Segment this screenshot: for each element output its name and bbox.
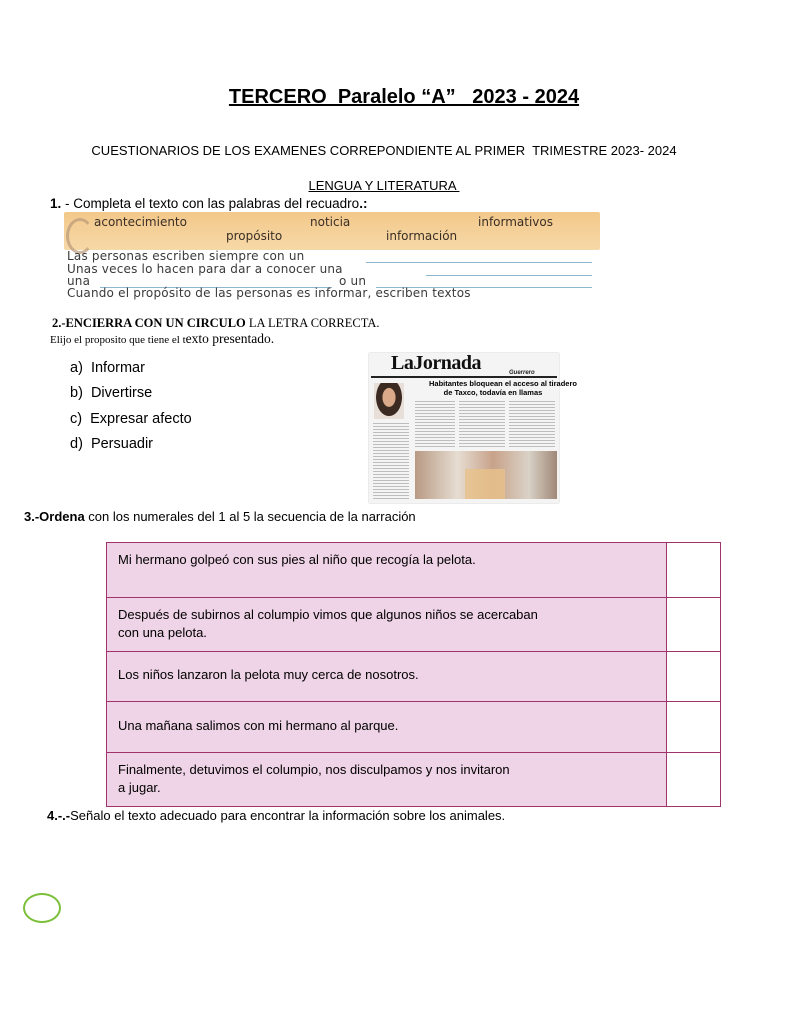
word-bank-item: información (386, 229, 458, 243)
number-box[interactable] (667, 543, 721, 598)
question-2-text: ENCIERRA CON UN CIRCULO (65, 316, 249, 330)
sequence-table (106, 542, 721, 807)
subject-heading: LENGUA Y LITERATURA (308, 178, 460, 193)
question-2 (52, 316, 380, 331)
sequence-sentence: Los niños lanzaron la pelota muy cerca de nosotros. (107, 652, 667, 702)
question-4-number: 4.-.- (47, 808, 71, 823)
masthead-rule (371, 376, 557, 378)
question-1-end: .: (359, 196, 368, 211)
table-row (107, 598, 721, 652)
number-box[interactable] (667, 652, 721, 702)
word-bank-item: acontecimiento (94, 215, 187, 229)
fill-line-text: Las personas escriben siempre con un (67, 249, 305, 263)
newspaper-image (369, 352, 577, 503)
fill-line-text: una (67, 274, 91, 288)
green-oval-shape (23, 893, 61, 923)
question-2-number: 2.- (52, 316, 66, 330)
text-column (373, 423, 409, 499)
portrait-photo (374, 383, 404, 419)
question-4-text: Señalo el texto adecuado para encontrar la información sobre los animales. (70, 808, 506, 823)
question-1-text: - Completa el texto con las palabras del recuadro (61, 196, 360, 211)
word-bank-item: propósito (226, 229, 283, 243)
table-row (107, 652, 721, 702)
newspaper-masthead: LaJornada (391, 352, 481, 374)
question-2-text-rest: LA LETRA CORRECTA. (248, 316, 380, 330)
fill-blank[interactable] (426, 275, 592, 276)
option-b[interactable]: b) Divertirse (70, 385, 153, 401)
sequence-sentence: Finalmente, detuvimos el columpio, nos disculpamos y nos invitaron a jugar. (107, 753, 667, 807)
table-row (107, 543, 721, 598)
option-c[interactable]: c) Expresar afecto (70, 411, 192, 427)
prompt-text-large: exto presentado (185, 331, 271, 346)
newspaper-headline: Habitantes bloquean el acceso al tiradero de Taxco, todavía en llamas (429, 379, 577, 397)
text-column (509, 401, 555, 447)
page-title: TERCERO Paralelo “A” 2023 - 2024 (228, 86, 580, 108)
option-d[interactable]: d) Persuadir (70, 436, 154, 452)
newspaper-edition: Guerrero (509, 370, 535, 376)
number-box[interactable] (667, 598, 721, 652)
fill-line-text: Unas veces lo hacen para dar a conocer una (67, 262, 343, 276)
prompt-end: . (270, 331, 275, 346)
question-3 (24, 509, 416, 524)
question-4 (47, 808, 505, 823)
news-photo (415, 451, 557, 499)
question-1 (50, 196, 367, 211)
sequence-sentence: Después de subirnos al columpio vimos que algunos niños se acercaban con una pelota. (107, 598, 667, 652)
text-column (459, 401, 505, 447)
word-box-exercise (64, 212, 600, 300)
sequence-sentence: Una mañana salimos con mi hermano al parque. (107, 702, 667, 753)
prompt-text: Elijo el proposito que tiene el t (50, 334, 186, 346)
fill-line-text: o un (339, 274, 367, 288)
fill-blank[interactable] (366, 262, 592, 263)
exam-subtitle: CUESTIONARIOS DE LOS EXAMENES CORREPONDIENTE AL PRIMER TRIMESTRE 2023- 2024 (91, 143, 677, 158)
question-3-text: con los numerales del 1 al 5 la secuencia de la narración (84, 509, 416, 524)
number-box[interactable] (667, 702, 721, 753)
option-a[interactable]: a) Informar (70, 360, 145, 376)
question-2-prompt (50, 331, 274, 347)
question-3-number: 3.-Ordena (24, 509, 85, 524)
number-box[interactable] (667, 753, 721, 807)
word-bank-item: noticia (310, 215, 351, 229)
table-row (107, 702, 721, 753)
sequence-sentence: Mi hermano golpeó con sus pies al niño que recogía la pelota. (107, 543, 667, 598)
text-column (415, 401, 455, 447)
question-1-number: 1. (50, 196, 62, 211)
fill-line-text: Cuando el propósito de las personas es informar, escriben textos (67, 286, 471, 300)
word-bank-item: informativos (478, 215, 554, 229)
table-row (107, 753, 721, 807)
